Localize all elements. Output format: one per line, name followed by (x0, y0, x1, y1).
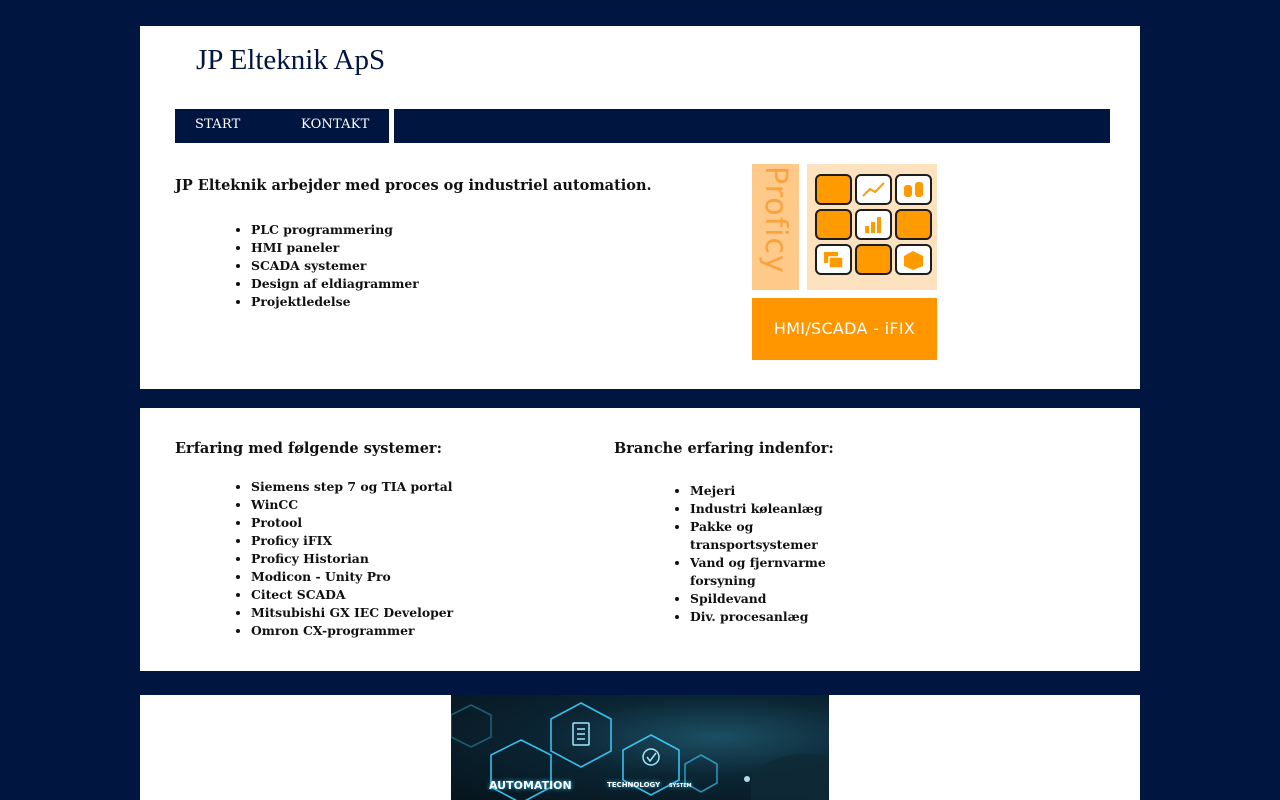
list-item: • Proficy Historian (251, 550, 453, 568)
technology-label: TECHNOLOGY (607, 781, 661, 789)
systems-heading: Erfaring med følgende systemer: (175, 440, 442, 457)
proficy-tile-grid (807, 164, 937, 290)
image-panel (140, 695, 1140, 800)
list-item: • Spildevand (690, 590, 850, 608)
main-nav (175, 109, 1110, 143)
tile-icon (815, 174, 852, 205)
bar-chart-icon (855, 209, 892, 240)
system-label: SYSTEM (669, 783, 692, 789)
automation-label: AUTOMATION (489, 779, 572, 792)
list-item: • Design af eldiagrammer (251, 275, 419, 293)
list-item: • Mitsubishi GX IEC Developer (251, 604, 453, 622)
list-item: • Siemens step 7 og TIA portal (251, 478, 453, 496)
experience-panel (140, 408, 1140, 671)
branch-heading: Branche erfaring indenfor: (614, 440, 834, 457)
trend-chart-icon (855, 174, 892, 205)
list-item: • Vand og fjernvarme forsyning (690, 554, 850, 590)
nav-bar-filler (394, 109, 1110, 143)
list-item: • Modicon - Unity Pro (251, 568, 453, 586)
proficy-logo-text: Proficy (758, 166, 793, 274)
list-item: • WinCC (251, 496, 453, 514)
list-item: • Citect SCADA (251, 586, 453, 604)
site-title[interactable]: JP Elteknik ApS (196, 44, 386, 76)
box-icon (895, 244, 932, 275)
automation-image (451, 695, 829, 800)
tile-icon (815, 209, 852, 240)
list-item: • HMI paneler (251, 239, 419, 257)
nav-item-kontakt[interactable]: KONTAKT (301, 117, 370, 132)
list-item: • Mejeri (690, 482, 850, 500)
tile-icon (855, 244, 892, 275)
list-item: • Proficy iFIX (251, 532, 453, 550)
list-item: • SCADA systemer (251, 257, 419, 275)
tile-icon (895, 209, 932, 240)
list-item: • Projektledelse (251, 293, 419, 311)
list-item: • Omron CX-programmer (251, 622, 453, 640)
list-item: • Protool (251, 514, 453, 532)
list-item: • Industri køleanlæg (690, 500, 850, 518)
header-panel (140, 26, 1140, 389)
list-item: • PLC programmering (251, 221, 419, 239)
nav-menu (175, 109, 389, 143)
intro-heading: JP Elteknik arbejder med proces og industriel automation. (175, 177, 652, 194)
nav-item-start[interactable]: START (195, 117, 241, 132)
systems-list (231, 478, 453, 640)
proficy-side-strip (752, 164, 799, 290)
list-item: • Pakke og transportsystemer (690, 518, 850, 554)
proficy-ifix-image (752, 164, 937, 360)
database-icon (895, 174, 932, 205)
services-list (231, 221, 419, 311)
ifix-banner: HMI/SCADA - iFIX (752, 298, 937, 360)
window-icon (815, 244, 852, 275)
branch-list (670, 482, 850, 626)
list-item: • Div. procesanlæg (690, 608, 850, 626)
